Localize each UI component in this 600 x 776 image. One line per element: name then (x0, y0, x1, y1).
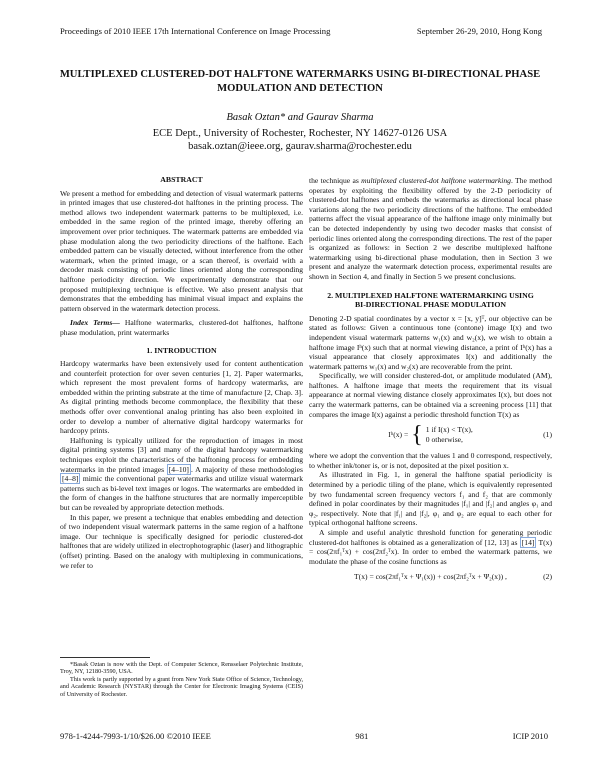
section2-heading-line2: BI-DIRECTIONAL PHASE MODULATION (354, 300, 507, 310)
citation-link-4-10[interactable]: [4–10] (168, 464, 189, 474)
index-terms-label: Index Terms— (70, 318, 120, 328)
intro-p2-text-a: Halftoning is typically utilized for the reproduction of images in most digital printing systems [3] and many of the digital hardcopy watermarking techniques exploit the characteristics of the halftoning process for embedding watermarks in the printed images (60, 435, 303, 474)
intro-paragraph-4 (309, 176, 552, 282)
equation-1-case1: 1 if I(x) < T(x), (425, 425, 473, 435)
abstract-heading: ABSTRACT (160, 175, 203, 184)
sec2-p5-text-b: T(x) = cos(2πf₁ᵀx) + cos(2πf₂ᵀx). In order to embed the watermark patterns, we modulate the phase of the cosine functions as (309, 537, 552, 566)
right-column (309, 176, 552, 588)
intro-paragraph-3: In this paper, we present a technique that enables embedding and detection of two independent visual watermark patterns in the same region of a halftone image. Our technique is specifically designed for periodic clustered-dot halftones that are widely utilized in electrophotographic (laser) and lithographic (offset) printing. Based on the analogy with multiplexing in communications, we refer to (60, 512, 303, 570)
equation-1-case2: 0 otherwise, (425, 435, 463, 445)
intro-paragraph-1: Hardcopy watermarks have been extensively used for content authentication and counterfeit protection for over seven centuries [1, 2]. Paper watermarks, which represent the most prevalent forms of hardcopy watermarks, are embedded within the printing substrate at the time of manufacture [2, Chap. 3]. As digital printing methods become commonplace, the flexibility that these methods offer over conventional analog printing has also been exploited in order to develop a number of alternative digital hardcopy watermarks for hardcopy prints. (60, 359, 303, 436)
equation-2-number: (2) (543, 572, 552, 582)
footer-isbn: 978-1-4244-7993-1/10/$26.00 ©2010 IEEE (60, 731, 211, 741)
equation-1 (309, 422, 552, 449)
equation-2-body: T(x) = cos(2πf₁ᵀx + Ψ₁(x)) + cos(2πf₂ᵀx + Ψ₂(x)) , (354, 572, 507, 582)
page-number: 981 (355, 731, 369, 741)
index-terms (60, 318, 303, 337)
citation-link-14[interactable]: [14] (521, 537, 535, 547)
footnote-rule (60, 657, 150, 658)
footnote-affiliation: *Basak Oztan is now with the Dept. of Computer Science, Rensselaer Polytechnic Institute, Troy, NY, 12180-3590, USA. (60, 661, 303, 676)
equation-brace: { (411, 422, 423, 449)
footnotes (60, 661, 303, 698)
intro-p2-text-c: mimic the conventional paper watermarks and utilize visual watermark patterns such as bi-level text images or logos. The watermarks are embedded in the form of changes in the halftone structures that are normally imperceptible but can be revealed by appropriate detection methods. (60, 474, 303, 512)
running-header (60, 26, 542, 36)
footer-venue: ICIP 2010 (512, 731, 548, 741)
authors: Basak Oztan* and Gaurav Sharma (226, 112, 374, 123)
affiliation-emails: basak.oztan@ieee.org, gaurav.sharma@rochester.edu (188, 141, 412, 152)
intro-p2-text-b: . A majority of these methodologies (190, 464, 303, 474)
header-date: September 26-29, 2010, Hong Kong (416, 26, 542, 36)
sec2-paragraph-3: where we adopt the convention that the values 1 and 0 correspond, respectively, to whether ink/toner is, or is not, deposited at the pixel position x. (309, 451, 552, 470)
intro-p4-text-a: the technique as (309, 176, 362, 185)
sec2-p5-text-a: A simple and useful analytic threshold function for generating periodic clustered-dot halftones is obtained as a generalization of [12, 13] as (309, 528, 552, 547)
intro-p4-text-b: . The method operates by exploiting the flexibility offered by the 2-D periodicity of clustered-dot halftones and embeds the watermarks as directional local phase variations along the two periodicity directions of the halftone. The embedded patterns affect the visual appearance of the halftone image only minimally but can be detected independently by using two decoder masks that consist of periodic lines oriented along the corresponding directions. The rest of the paper is organized as follows: in Section 2 we describe multiplexed halftone watermarking using bi-directional phase modulation, then in Section 3 we present and analyze the watermark detection process, experimental results are shown in Section 4, and finally in Section 5 we present conclusions. (309, 176, 552, 281)
sec2-paragraph-2: Specifically, we will consider clustered-dot, or amplitude modulated (AM), halftones. A halftone image that meets the requirement that its visual appearance at normal viewing distance closely approximates I(x), but does not carry the watermark patterns, can be obtained via a screening process [11] that compares the image I(x) against a periodic threshold function T(x) as (309, 371, 552, 419)
left-column (60, 172, 303, 570)
sec2-paragraph-5 (309, 528, 552, 566)
affiliation-dept: ECE Dept., University of Rochester, Rochester, NY 14627-0126 USA (152, 128, 448, 139)
intro-p4-emphasis: multiplexed clustered-dot halftone watermarking (361, 176, 511, 185)
sec2-paragraph-4: As illustrated in Fig. 1, in general the halftone spatial periodicity is determined by a periodic tiling of the plane, which is equivalently represented by two fundamental screen frequency vectors f₁ and f₂ that are commonly defined in polar coordinates by their magnitudes |f₁| and |f₂| and angles φ₁ and φ₂, respectively. Note that |f₁| and |f₂|, φ₁ and φ₂ are equal to each other for typical orthogonal halftone screens. (309, 470, 552, 528)
affiliation (0, 127, 600, 153)
equation-1-number: (1) (543, 430, 552, 440)
section2-heading (309, 291, 552, 310)
footnote-funding: This work is partly supported by a grant from New York State Office of Science, Technology, and Academic Research (NYSTAR) through the Center for Electronic Imaging Systems (CEIS) of University of Rochester. (60, 675, 303, 698)
section1-heading: 1. INTRODUCTION (146, 345, 217, 355)
citation-link-4-8[interactable]: [4–8] (62, 474, 79, 484)
equation-1-cases (426, 425, 473, 445)
header-conference: Proceedings of 2010 IEEE 17th International Conference on Image Processing (60, 26, 331, 36)
section2-heading-line1: 2. MULTIPLEXED HALFTONE WATERMARKING USING (327, 290, 534, 300)
abstract-body: We present a method for embedding and detection of visual watermark patterns in printed images that use clustered-dot halftones in the printing process. The method allows two independent watermark patterns to be multiplexed, i.e. embedded in the same region of the printed image, thereby offering an improvement over prior techniques. The watermark patterns are embedded via phase modulation along the two periodicity directions of the halftone. Each embedded pattern can be visually detected, without interference from the other watermark, when the printed image, or a scan thereof, is overlaid with a decoder mask consisting of periodic lines oriented along the corresponding halftone periodicity direction. We experimentally demonstrate that our proposed multiplexing technique is effective. We also present analysis that demonstrates that the embedding has minimal visual impact and explains the pattern observed in the watermark detection process. (60, 188, 303, 313)
sec2-paragraph-1: Denoting 2-D spatial coordinates by a vector x = [x, y]ᵀ, our objective can be stated as follows: Given a continuous tone (contone) image I(x) and two independent visual watermark patterns w₁(x) and w₂(x), we wish to obtain a halftone image Iʰ(x) such that at normal viewing distance, a print of Iʰ(x) has a visual appearance that closely approximates I(x) and additionally the watermark patterns w₁(x) and w₂(x) are recoverable from the print. (309, 313, 552, 371)
equation-1-lhs: Iʰ(x) = (388, 430, 409, 440)
paper-title: MULTIPLEXED CLUSTERED-DOT HALFTONE WATERMARKS USING BI-DIRECTIONAL PHASE MODULATION AND DETECTION (59, 69, 541, 94)
intro-paragraph-2 (60, 436, 303, 513)
index-terms-text: Halftone watermarks, clustered-dot halftones, halftone phase modulation, print watermarks (60, 318, 304, 337)
equation-2 (309, 572, 552, 582)
page-footer (60, 731, 548, 741)
